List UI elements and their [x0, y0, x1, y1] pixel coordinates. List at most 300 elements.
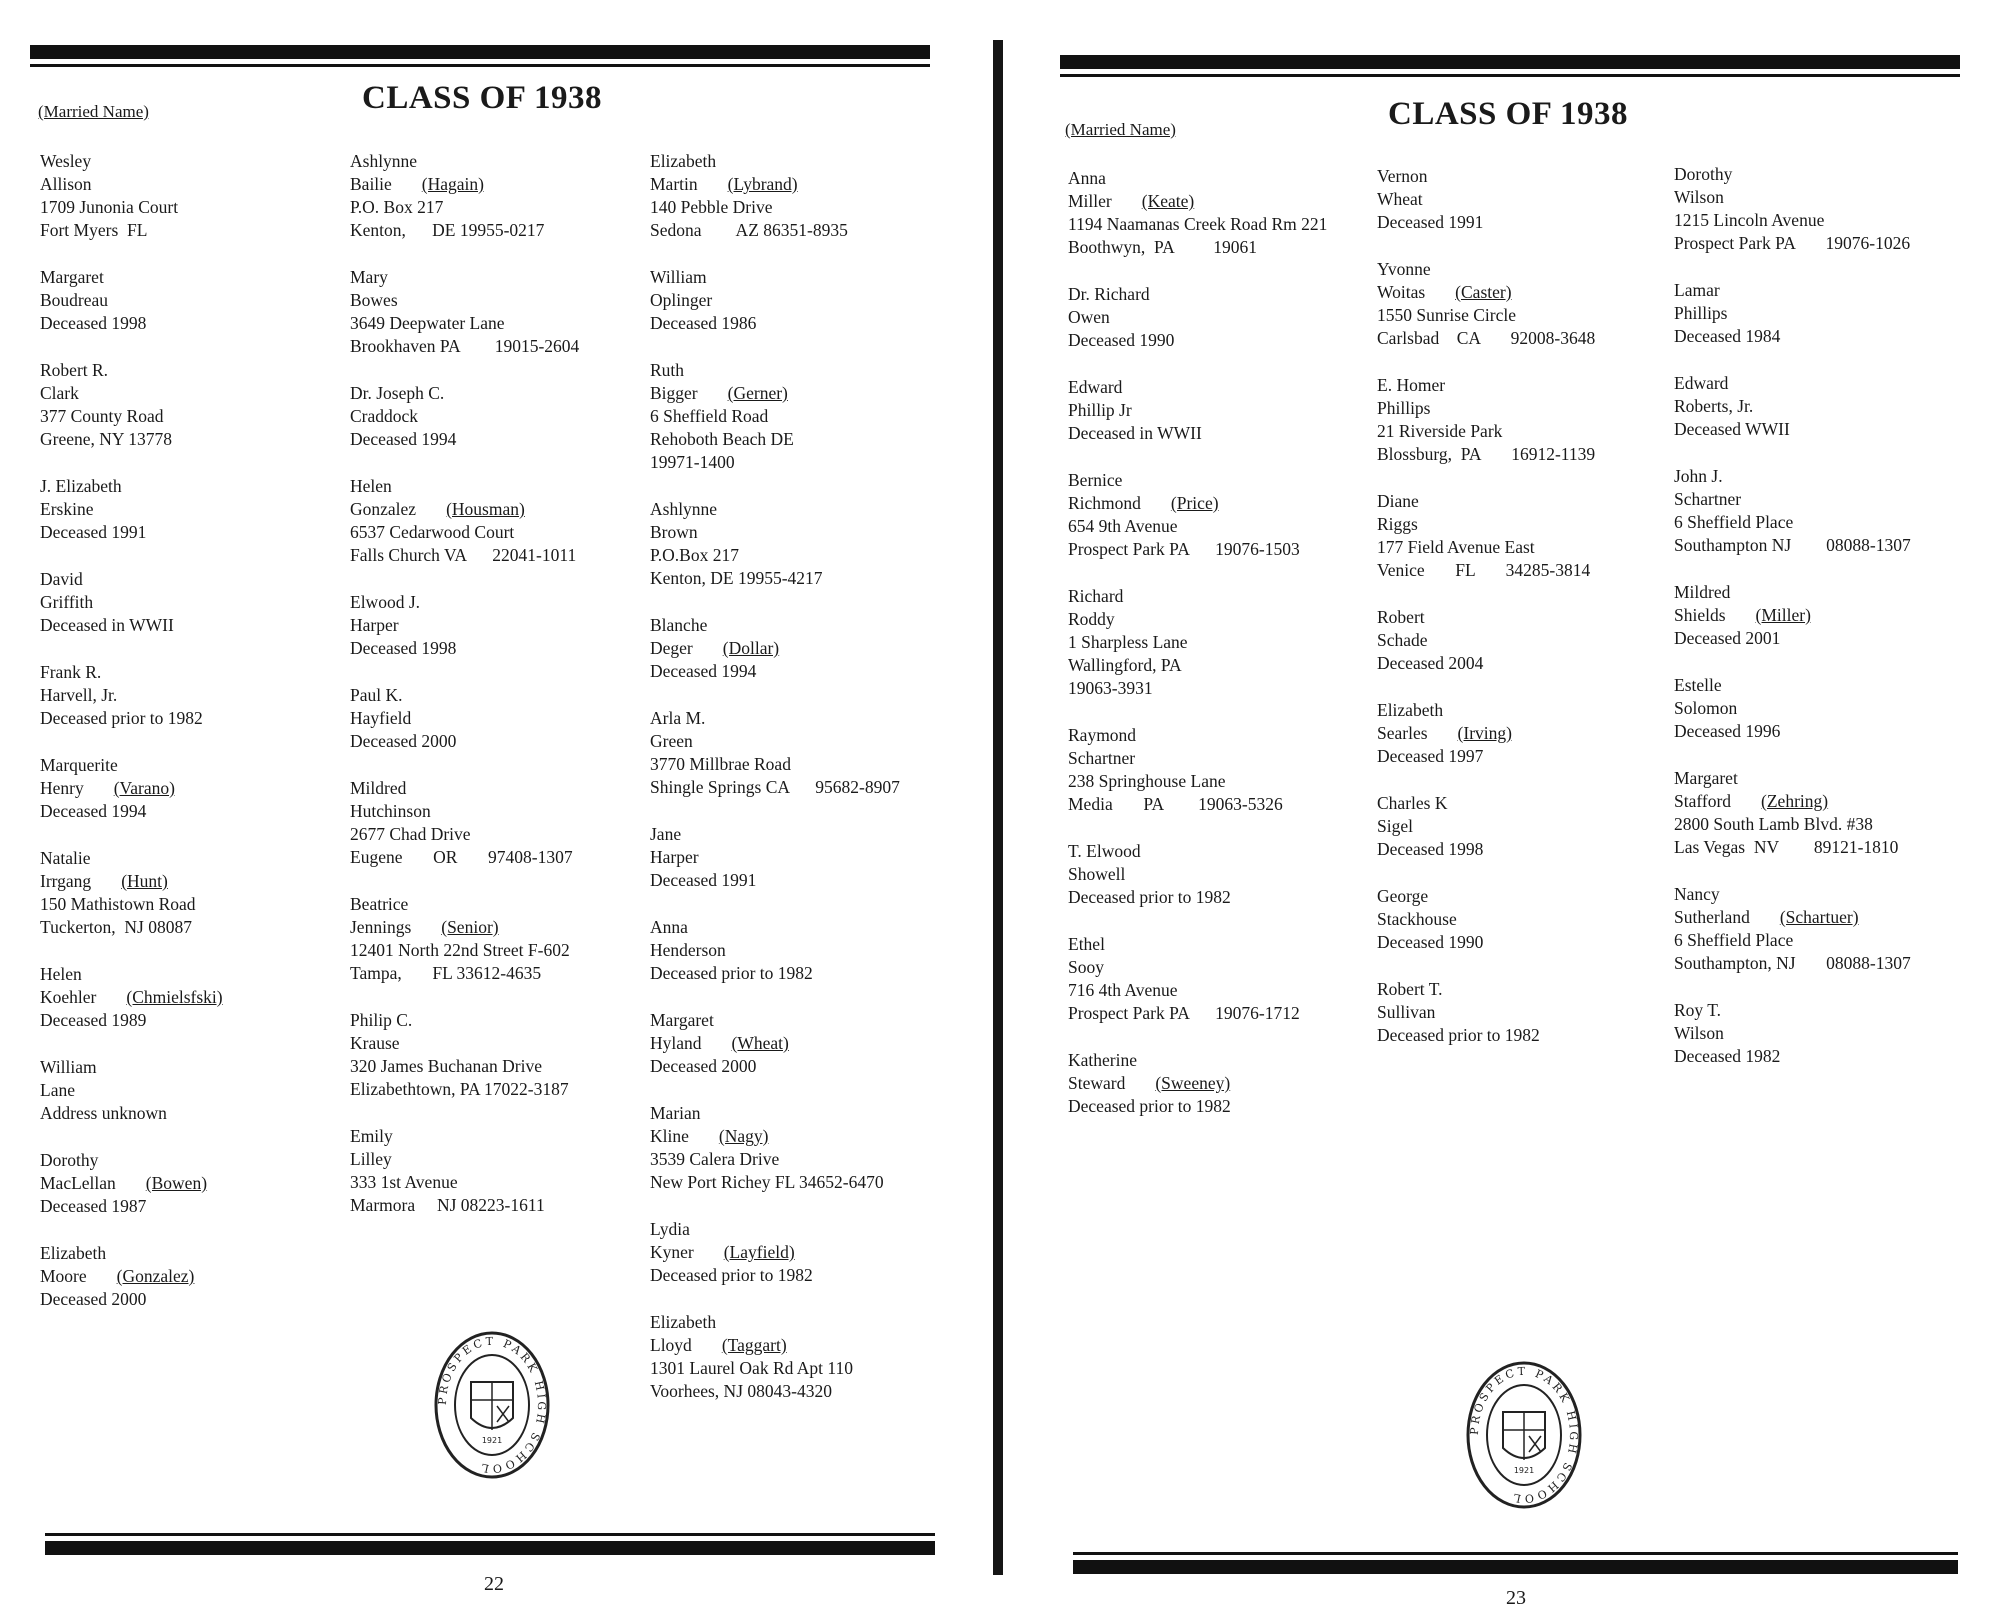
maiden-name: (Varano) [113, 778, 175, 798]
address-line-text: Deceased 1998 [1377, 839, 1484, 859]
address-line [650, 196, 960, 219]
address-line [350, 196, 660, 219]
first-name [1068, 585, 1378, 608]
address-line-text: P.O.Box 217 [650, 545, 739, 565]
surname-text: Green [650, 731, 693, 751]
first-name [40, 847, 350, 870]
address-line-text: Wallingford, PA [1068, 655, 1182, 675]
address-line [650, 428, 960, 451]
first-name-text: Ethel [1068, 934, 1105, 954]
first-name [650, 498, 960, 521]
surname [1377, 629, 1687, 652]
address-line-text: Deceased in WWII [40, 615, 174, 635]
directory-entry [1377, 258, 1687, 350]
address-line-text: Tampa, FL 33612-4635 [350, 963, 542, 983]
surname-text: Griffith [40, 592, 94, 612]
address-line-text: Southampton NJ 08088-1307 [1674, 535, 1911, 555]
surname-text: Woitas [1377, 282, 1426, 302]
maiden-name: (Dollar) [722, 638, 780, 658]
surname [350, 173, 660, 196]
address-line [350, 219, 660, 242]
directory-entry [1674, 767, 1984, 859]
first-name-text: Helen [350, 476, 392, 496]
address-line-text: 1194 Naamanas Creek Road Rm 221 [1068, 214, 1328, 234]
address-line [1068, 329, 1378, 352]
first-name [1674, 279, 1984, 302]
first-name [40, 1242, 350, 1265]
surname-text: Harvell, Jr. [40, 685, 118, 705]
directory-entry [1674, 279, 1984, 348]
surname [1674, 790, 1984, 813]
directory-column-3 [650, 150, 960, 1427]
address-line [40, 1009, 350, 1032]
directory-entry [1674, 883, 1984, 975]
first-name [1068, 283, 1378, 306]
address-line-text: Deceased 1982 [1674, 1046, 1781, 1066]
directory-column-1 [1068, 167, 1378, 1142]
first-name [40, 568, 350, 591]
first-name [350, 893, 660, 916]
first-name-text: Robert T. [1377, 979, 1443, 999]
surname-text: Oplinger [650, 290, 713, 310]
address-line-text: P.O. Box 217 [350, 197, 444, 217]
directory-entry [350, 266, 660, 358]
first-name-text: Richard [1068, 586, 1124, 606]
address-line-text: Fort Myers FL [40, 220, 148, 240]
page-title: CLASS OF 1938 [1388, 96, 1628, 132]
address-line-text: 6 Sheffield Place [1674, 512, 1794, 532]
address-line-text: 19063-3931 [1068, 678, 1153, 698]
directory-entry [1377, 606, 1687, 675]
svg-text:1921: 1921 [1513, 1466, 1535, 1475]
address-line [1377, 420, 1687, 443]
surname-text: Krause [350, 1033, 400, 1053]
address-line-text: Deceased 1994 [650, 661, 757, 681]
first-name [350, 150, 660, 173]
first-name-text: Lamar [1674, 280, 1720, 300]
first-name [1377, 165, 1687, 188]
directory-entry [1674, 465, 1984, 557]
surname-text: Moore [40, 1266, 87, 1286]
maiden-name: (Bowen) [145, 1173, 208, 1193]
surname-text: Miller [1068, 191, 1112, 211]
surname-text: Riggs [1377, 514, 1418, 534]
svg-text:PROSPECT PARK HIGH SCHOOL: PROSPECT PARK HIGH SCHOOL [435, 1334, 549, 1476]
surname [40, 498, 350, 521]
address-line-text: Deceased in WWII [1068, 423, 1202, 443]
first-name [1068, 840, 1378, 863]
address-line [650, 1148, 960, 1171]
first-name-text: Margaret [40, 267, 104, 287]
first-name [650, 916, 960, 939]
directory-entry [650, 359, 960, 474]
directory-entry [650, 1218, 960, 1287]
first-name-text: William [650, 267, 707, 287]
surname-text: Henry [40, 778, 84, 798]
directory-column-1 [40, 150, 350, 1335]
address-line [1377, 327, 1687, 350]
first-name [1377, 374, 1687, 397]
address-line-text: Eugene OR 97408-1307 [350, 847, 573, 867]
surname-text: Sigel [1377, 816, 1413, 836]
surname-text: Brown [650, 522, 698, 542]
address-line [1674, 1045, 1984, 1068]
address-line [1377, 559, 1687, 582]
directory-entry [1068, 167, 1378, 259]
surname-text: Phillips [1377, 398, 1431, 418]
directory-entry [1377, 490, 1687, 582]
address-line [1068, 236, 1378, 259]
first-name [1377, 978, 1687, 1001]
first-name [650, 266, 960, 289]
surname-text: Stafford [1674, 791, 1732, 811]
surname-text: Lloyd [650, 1335, 692, 1355]
first-name-text: Lydia [650, 1219, 690, 1239]
address-line-text: Prospect Park PA 19076-1503 [1068, 539, 1300, 559]
surname [40, 986, 350, 1009]
surname [1674, 488, 1984, 511]
surname [1674, 395, 1984, 418]
maiden-name: (Irving) [1457, 723, 1512, 743]
surname [40, 777, 350, 800]
surname [1377, 281, 1687, 304]
first-name-text: Elizabeth [650, 1312, 717, 1332]
address-line [1068, 979, 1378, 1002]
first-name-text: E. Homer [1377, 375, 1446, 395]
address-line [1674, 534, 1984, 557]
address-line [1674, 720, 1984, 743]
directory-entry [350, 591, 660, 660]
address-line [350, 544, 660, 567]
surname [1377, 722, 1687, 745]
surname-text: Allison [40, 174, 92, 194]
first-name-text: Margaret [650, 1010, 714, 1030]
address-line-text: 6 Sheffield Place [1674, 930, 1794, 950]
first-name [650, 1218, 960, 1241]
address-line-text: Deceased prior to 1982 [40, 708, 203, 728]
directory-entry [350, 684, 660, 753]
address-line [40, 1102, 350, 1125]
address-line [650, 962, 960, 985]
first-name-text: Jane [650, 824, 682, 844]
surname [1068, 608, 1378, 631]
first-name [350, 382, 660, 405]
top-rule [30, 45, 930, 59]
maiden-name: (Price) [1170, 493, 1219, 513]
directory-entry [40, 963, 350, 1032]
first-name-text: Elizabeth [1377, 700, 1444, 720]
maiden-name: (Layfield) [723, 1242, 795, 1262]
address-line-text: 2800 South Lamb Blvd. #38 [1674, 814, 1873, 834]
surname-text: Koehler [40, 987, 97, 1007]
address-line-text: Sedona AZ 86351-8935 [650, 220, 848, 240]
first-name [1377, 885, 1687, 908]
address-line-text: Voorhees, NJ 08043-4320 [650, 1381, 832, 1401]
first-name-text: Dr. Richard [1068, 284, 1150, 304]
first-name-text: J. Elizabeth [40, 476, 122, 496]
directory-entry [1674, 674, 1984, 743]
address-line [350, 1171, 660, 1194]
surname-text: Schartner [1674, 489, 1742, 509]
address-line [1377, 536, 1687, 559]
first-name [350, 1125, 660, 1148]
right-page [1010, 0, 1993, 1617]
address-line-text: 238 Springhouse Lane [1068, 771, 1226, 791]
first-name-text: Mary [350, 267, 388, 287]
address-line-text: 333 1st Avenue [350, 1172, 458, 1192]
surname [40, 1079, 350, 1102]
first-name-text: Arla M. [650, 708, 706, 728]
maiden-name: (Wheat) [731, 1033, 789, 1053]
address-line [650, 405, 960, 428]
address-line-text: 6 Sheffield Road [650, 406, 769, 426]
surname [1674, 186, 1984, 209]
address-line [350, 1194, 660, 1217]
address-line [350, 1078, 660, 1101]
surname-text: Solomon [1674, 698, 1738, 718]
address-line-text: Deceased 1994 [40, 801, 147, 821]
first-name [1068, 933, 1378, 956]
surname-text: Deger [650, 638, 693, 658]
directory-entry [350, 893, 660, 985]
address-line-text: Kenton, DE 19955-4217 [650, 568, 823, 588]
address-line [1674, 813, 1984, 836]
address-line-text: 12401 North 22nd Street F-602 [350, 940, 570, 960]
married-name-label: (Married Name) [1065, 120, 1176, 139]
first-name-text: George [1377, 886, 1429, 906]
left-page [0, 0, 990, 1617]
surname [1377, 397, 1687, 420]
first-name-text: Helen [40, 964, 82, 984]
address-line-text: Deceased 1990 [1377, 932, 1484, 952]
maiden-name: (Miller) [1755, 605, 1811, 625]
first-name [1674, 465, 1984, 488]
address-line-text: Deceased prior to 1982 [1068, 887, 1231, 907]
address-line [1377, 838, 1687, 861]
directory-entry [650, 498, 960, 590]
directory-column-3 [1674, 163, 1984, 1092]
surname [650, 289, 960, 312]
first-name-text: Raymond [1068, 725, 1137, 745]
first-name [1674, 163, 1984, 186]
address-line-text: 716 4th Avenue [1068, 980, 1178, 1000]
directory-entry [1068, 585, 1378, 700]
first-name-text: Elizabeth [650, 151, 717, 171]
surname [1674, 1022, 1984, 1045]
directory-entry [650, 1311, 960, 1403]
address-line [40, 800, 350, 823]
address-line-text: Deceased 1984 [1674, 326, 1781, 346]
first-name [40, 1149, 350, 1172]
surname [1068, 306, 1378, 329]
surname [1674, 906, 1984, 929]
surname-text: Wilson [1674, 187, 1724, 207]
address-line [650, 1055, 960, 1078]
first-name [650, 1311, 960, 1334]
surname [650, 1125, 960, 1148]
school-seal-icon [433, 1330, 551, 1480]
address-line [650, 451, 960, 474]
directory-entry [40, 1242, 350, 1311]
first-name [350, 777, 660, 800]
first-name-text: Robert [1377, 607, 1425, 627]
maiden-name: (Caster) [1455, 282, 1512, 302]
page-title: CLASS OF 1938 [362, 80, 602, 116]
address-line-text: 3539 Calera Drive [650, 1149, 780, 1169]
first-name [40, 475, 350, 498]
maiden-name: (Lybrand) [727, 174, 798, 194]
directory-entry [350, 475, 660, 567]
directory-entry [40, 661, 350, 730]
first-name [1377, 606, 1687, 629]
address-line-text: Media PA 19063-5326 [1068, 794, 1283, 814]
first-name [40, 266, 350, 289]
surname [1377, 1001, 1687, 1024]
page-number: 22 [484, 1573, 504, 1595]
address-line [1674, 232, 1984, 255]
address-line [350, 846, 660, 869]
maiden-name: (Housman) [446, 499, 525, 519]
address-line [350, 962, 660, 985]
address-line-text: 177 Field Avenue East [1377, 537, 1535, 557]
address-line [350, 1055, 660, 1078]
first-name [1068, 724, 1378, 747]
first-name-text: Elizabeth [40, 1243, 107, 1263]
address-line [650, 753, 960, 776]
first-name-text: Anna [650, 917, 688, 937]
address-line-text: Boothwyn, PA 19061 [1068, 237, 1257, 257]
surname [350, 614, 660, 637]
first-name-text: Edward [1068, 377, 1123, 397]
address-line-text: Deceased 1991 [1377, 212, 1484, 232]
address-line [40, 405, 350, 428]
address-line-text: 1301 Laurel Oak Rd Apt 110 [650, 1358, 854, 1378]
address-line-text: 377 County Road [40, 406, 164, 426]
surname-text: Schartner [1068, 748, 1136, 768]
address-line [40, 428, 350, 451]
first-name-text: Natalie [40, 848, 91, 868]
address-line [40, 707, 350, 730]
address-line-text: 1 Sharpless Lane [1068, 632, 1188, 652]
address-line-text: Tuckerton, NJ 08087 [40, 917, 192, 937]
address-line [1068, 1095, 1378, 1118]
directory-entry [1068, 283, 1378, 352]
first-name [40, 963, 350, 986]
address-line [1068, 213, 1378, 236]
first-name-text: Edward [1674, 373, 1729, 393]
surname [1068, 1072, 1378, 1095]
first-name-text: Estelle [1674, 675, 1722, 695]
directory-column-2 [350, 150, 660, 1241]
surname-text: Hayfield [350, 708, 412, 728]
first-name-text: Robert R. [40, 360, 109, 380]
first-name [350, 591, 660, 614]
address-line-text: Deceased WWII [1674, 419, 1790, 439]
address-line [1377, 745, 1687, 768]
maiden-name: (Gonzalez) [116, 1266, 195, 1286]
address-line-text: 6537 Cedarwood Court [350, 522, 515, 542]
surname [350, 1032, 660, 1055]
first-name [40, 150, 350, 173]
first-name-text: Wesley [40, 151, 92, 171]
first-name-text: Charles K [1377, 793, 1448, 813]
surname-text: Henderson [650, 940, 726, 960]
surname [650, 1032, 960, 1055]
directory-entry [650, 1102, 960, 1194]
directory-entry [1674, 999, 1984, 1068]
directory-entry [40, 475, 350, 544]
address-line [40, 521, 350, 544]
first-name-text: Ruth [650, 360, 685, 380]
surname-text: Roddy [1068, 609, 1115, 629]
first-name [350, 684, 660, 707]
first-name [1068, 1049, 1378, 1072]
surname-text: Martin [650, 174, 698, 194]
first-name-text: Marian [650, 1103, 701, 1123]
address-line-text: 2677 Chad Drive [350, 824, 471, 844]
page-spine [993, 40, 1003, 1575]
address-line [350, 637, 660, 660]
surname [350, 916, 660, 939]
directory-entry [1068, 469, 1378, 561]
first-name-text: Nancy [1674, 884, 1720, 904]
first-name [650, 150, 960, 173]
address-line [1674, 209, 1984, 232]
first-name [1068, 376, 1378, 399]
address-line-text: Marmora NJ 08223-1611 [350, 1195, 545, 1215]
first-name-text: Anna [1068, 168, 1106, 188]
surname-text: MacLellan [40, 1173, 116, 1193]
address-line-text: Brookhaven PA 19015-2604 [350, 336, 580, 356]
surname-text: Phillips [1674, 303, 1728, 323]
directory-entry [1674, 581, 1984, 650]
address-line [350, 939, 660, 962]
surname-text: Searles [1377, 723, 1428, 743]
first-name [650, 614, 960, 637]
maiden-name: (Taggart) [721, 1335, 787, 1355]
address-line [1377, 1024, 1687, 1047]
surname-text: Harper [650, 847, 699, 867]
surname-text: Stackhouse [1377, 909, 1457, 929]
surname [40, 382, 350, 405]
address-line [350, 312, 660, 335]
address-line [40, 893, 350, 916]
surname-text: Richmond [1068, 493, 1141, 513]
address-line-text: Elizabethtown, PA 17022-3187 [350, 1079, 569, 1099]
address-line [40, 614, 350, 637]
address-line-text: Falls Church VA 22041-1011 [350, 545, 577, 565]
address-line-text: 1709 Junonia Court [40, 197, 179, 217]
address-line-text: Deceased 2000 [40, 1289, 147, 1309]
directory-entry [40, 1149, 350, 1218]
address-line-text: Deceased prior to 1982 [1377, 1025, 1540, 1045]
address-line-text: Deceased 1987 [40, 1196, 147, 1216]
first-name [1674, 999, 1984, 1022]
surname [1068, 492, 1378, 515]
address-line-text: Deceased 1986 [650, 313, 757, 333]
first-name-text: Roy T. [1674, 1000, 1721, 1020]
address-line [1674, 627, 1984, 650]
surname-text: Steward [1068, 1073, 1126, 1093]
directory-entry [1674, 372, 1984, 441]
surname-text: Sutherland [1674, 907, 1750, 927]
first-name [40, 661, 350, 684]
first-name-text: Ashlynne [650, 499, 718, 519]
address-line [650, 776, 960, 799]
address-line-text: Deceased 1994 [350, 429, 457, 449]
address-line [1377, 443, 1687, 466]
directory-entry [1377, 792, 1687, 861]
